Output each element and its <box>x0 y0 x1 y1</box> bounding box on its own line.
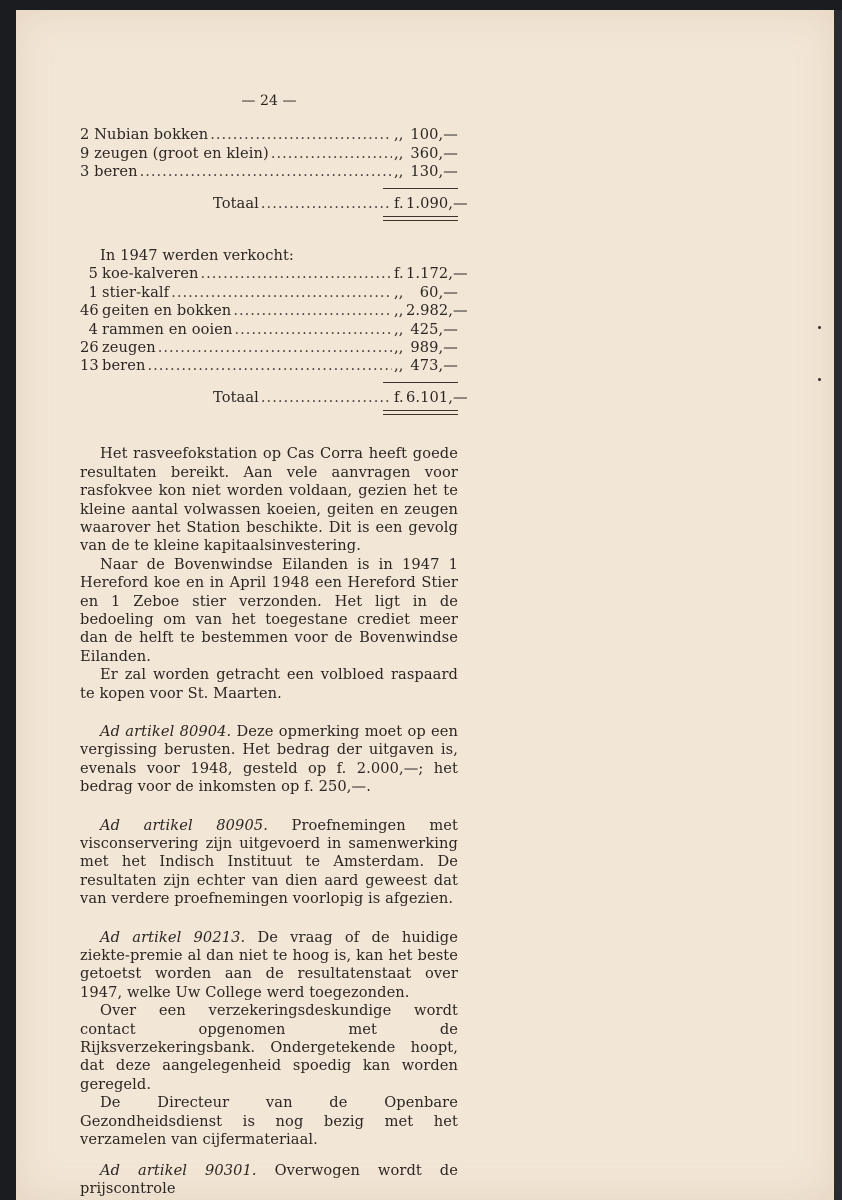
paragraph: Er zal worden getracht een volbloed raspaard te kopen voor St. Maarten. <box>80 666 458 702</box>
total-amount: 6.101,— <box>406 388 468 406</box>
item-amount: 130,— <box>410 163 458 181</box>
item-unit: ,, <box>394 339 404 357</box>
total-label: Totaal <box>213 388 259 406</box>
leader-dots <box>171 284 392 302</box>
item-unit: ,, <box>394 144 404 162</box>
item-text: koe-kalveren <box>102 265 199 283</box>
item-label: 2 Nubian bokken <box>80 126 209 144</box>
section-text: Proefnemingen met visconservering zijn uitgevoerd in samenwerking met het Indisch Instituut te Amsterdam. De resultaten zijn echter van dien aard geweest dat van verdere proefnemingen voorlopig is afgezien. <box>80 816 458 908</box>
livestock-list <box>80 126 468 221</box>
list-item <box>80 357 458 375</box>
section-text: Deze opmerking moet op een vergissing berusten. Het bedrag der uitgaven is, evenals voor 1948, gesteld op f. 2.000,—; het bedrag voor de inkomsten op f. 250,—. <box>80 722 458 796</box>
item-amount: 989,— <box>410 339 458 357</box>
item-count: 1 <box>88 283 98 301</box>
item-unit: ,, <box>394 126 404 144</box>
item-text: beren <box>102 357 146 375</box>
page-speck <box>818 326 821 329</box>
page-speck <box>818 378 821 381</box>
section-80904 <box>80 723 458 797</box>
item-text: geiten en bokken <box>102 302 232 320</box>
leader-dots <box>148 357 393 375</box>
list-item <box>80 339 458 357</box>
paragraph: Naar de Bovenwindse Eilanden is in 1947 1 Hereford koe en in April 1948 een Hereford Stier en 1 Zeboe stier verzonden. Het ligt in de bedoeling om van het toegestane crediet meer dan de helft te bestemmen voor de Bovenwindse Eilanden. <box>80 555 458 665</box>
leader-dots <box>233 302 392 320</box>
item-amount: 425,— <box>410 320 458 338</box>
item-label <box>80 302 231 320</box>
total-row <box>80 388 468 407</box>
item-label <box>80 321 232 339</box>
item-count: 26 <box>80 339 99 357</box>
item-unit: ,, <box>394 302 404 320</box>
item-label <box>80 265 199 283</box>
total-unit: f. <box>394 194 404 212</box>
list-item <box>80 321 458 339</box>
section-90213 <box>80 929 458 1003</box>
section-80905 <box>80 817 458 909</box>
item-count: 13 <box>80 357 99 375</box>
section-title: Ad artikel 90213. <box>100 928 246 946</box>
section-text: De vraag of de huidige ziekte-premie al dan niet te hoog is, kan het beste getoetst worden aan de resultatenstaat over 1947, welke Uw College werd toegezonden. <box>80 928 458 1001</box>
sales-heading: In 1947 werden verkocht: <box>100 247 294 265</box>
item-unit: ,, <box>394 357 404 375</box>
item-label <box>80 339 156 357</box>
leader-dots <box>140 163 392 181</box>
list-item <box>80 145 458 163</box>
sales-list <box>80 247 468 415</box>
item-unit: ,, <box>394 163 404 181</box>
item-amount: 100,— <box>410 126 458 144</box>
sum-rule <box>383 188 458 189</box>
total-amount: 1.090,— <box>406 194 468 212</box>
item-unit: ,, <box>394 320 404 338</box>
list-item <box>80 265 468 283</box>
paragraph: De Directeur van de Openbare Gezondheidsdienst is nog bezig met het verzamelen van cijfermateriaal. <box>80 1094 458 1149</box>
item-count: 5 <box>88 265 98 283</box>
page-number: — 24 — <box>241 93 297 109</box>
item-label: 9 zeugen (groot en klein) <box>80 144 269 162</box>
section-90301 <box>80 1162 458 1199</box>
paragraph: Over een verzekeringsdeskundige wordt contact opgenomen met de Rijksverzekeringsbank. Ondergetekende hoopt, dat deze aangelegenheid spoedig kan worden geregeld. <box>80 1002 458 1093</box>
scan-edge <box>834 10 842 1200</box>
item-text: stier-kalf <box>102 283 170 301</box>
item-amount: 1.172,— <box>406 265 468 283</box>
item-unit: ,, <box>394 283 404 301</box>
item-amount: 360,— <box>410 144 458 162</box>
item-label <box>80 357 146 375</box>
total-unit: f. <box>394 388 404 406</box>
list-item <box>80 284 458 302</box>
list-item <box>80 126 458 144</box>
item-amount: 60,— <box>419 283 458 301</box>
leader-dots <box>261 389 392 407</box>
document-body <box>80 92 468 1198</box>
section-title: Ad artikel 80905. <box>100 816 268 834</box>
total-row <box>80 194 468 213</box>
section-title: Ad artikel 90301. <box>100 1161 257 1179</box>
list-item <box>80 302 468 320</box>
item-count: 46 <box>80 302 99 320</box>
section-title: Ad artikel 80904. <box>100 722 232 740</box>
item-unit: f. <box>394 265 404 283</box>
item-label: 3 beren <box>80 163 138 181</box>
sum-rule <box>383 382 458 383</box>
leader-dots <box>234 321 392 339</box>
leader-dots <box>261 195 392 213</box>
item-label <box>80 284 169 302</box>
leader-dots <box>158 339 392 357</box>
leader-dots <box>201 265 392 283</box>
leader-dots <box>210 126 392 144</box>
item-text: rammen en ooien <box>102 320 233 338</box>
item-count: 4 <box>88 320 98 338</box>
leader-dots <box>271 145 392 163</box>
item-amount: 2.982,— <box>406 302 468 320</box>
list-item <box>80 163 458 181</box>
total-label: Totaal <box>213 194 259 212</box>
item-amount: 473,— <box>410 357 458 375</box>
item-text: zeugen <box>102 339 156 357</box>
paragraph: Het rasveefokstation op Cas Corra heeft goede resultaten bereikt. Aan vele aanvragen voor rasfokvee kon niet worden voldaan, gezien het te kleine aantal volwassen koeien, geiten en zeugen waarover het Station beschikte. Dit is een gevolg van de te kleine kapitaalsinvestering. <box>80 445 458 555</box>
section-text: Overwogen wordt de prijscontrole <box>80 1161 458 1197</box>
